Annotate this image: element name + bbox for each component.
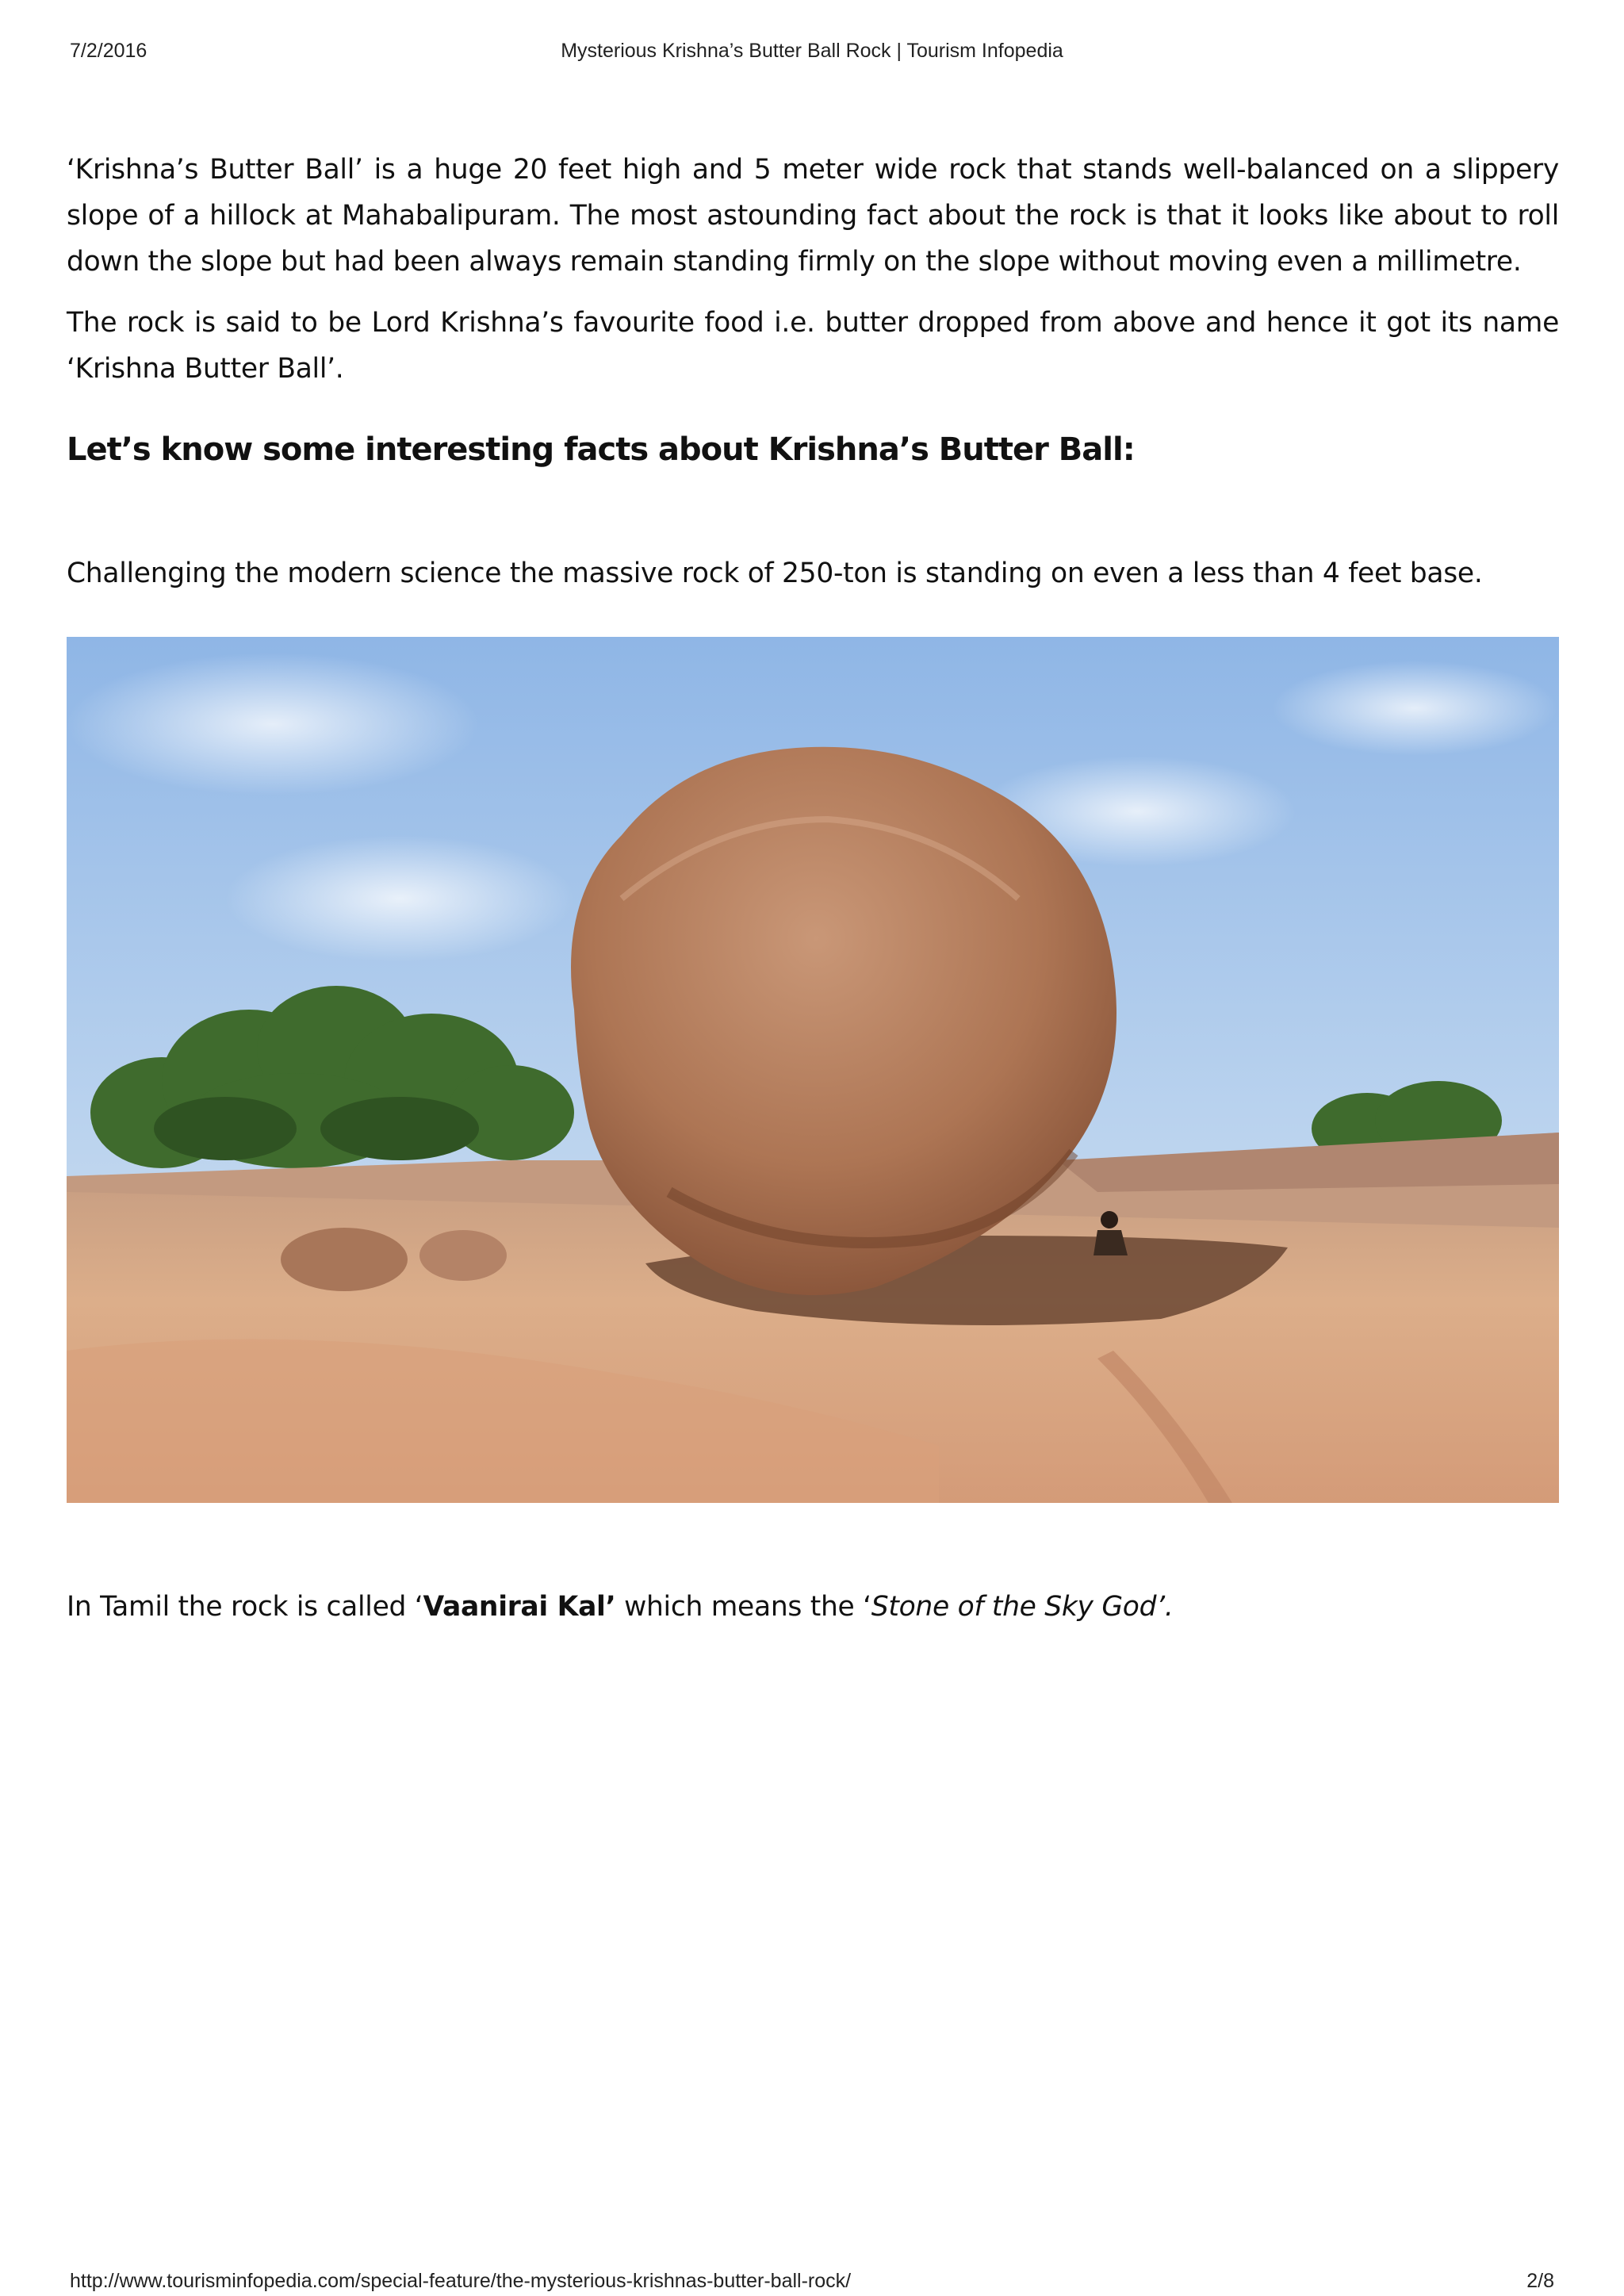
fact-weight: Challenging the modern science the massive rock of 250-ton is standing on even a less than 4 feet base.: [67, 558, 1483, 589]
paragraph-intro: ‘Krishna’s Butter Ball’ is a huge 20 feet high and 5 meter wide rock that stands well-balanced on a slippery slope of a hillock at Mahabalipuram. The most astounding fact about the rock is that it looks like about to roll down the slope but had been always remain standing firmly on the slope without moving even a millimetre.: [67, 154, 1559, 278]
paragraph-name-origin: The rock is said to be Lord Krishna’s favourite food i.e. butter dropped from above and hence it got its name ‘Krishna Butter Ball’.: [67, 307, 1559, 385]
print-page-title: Mysterious Krishna’s Butter Ball Rock | Tourism Infopedia: [561, 40, 1063, 62]
print-header: [0, 40, 1624, 71]
balanced-boulder-icon: [67, 637, 1559, 1503]
tamil-name-paragraph: [67, 1584, 1559, 1630]
tamil-meaning: Stone of the Sky God’.: [871, 1591, 1174, 1623]
tamil-middle: which means the ‘: [615, 1591, 871, 1623]
tamil-rock-name: Vaanirai Kal’: [423, 1591, 616, 1623]
print-date: 7/2/2016: [70, 40, 147, 62]
facts-heading: Let’s know some interesting facts about Krishna’s Butter Ball:: [67, 431, 1135, 468]
butter-ball-photo: [67, 637, 1559, 1503]
print-url: http://www.tourisminfopedia.com/special-feature/the-mysterious-krishnas-butter-ball-rock/: [70, 2270, 852, 2292]
article-body: [67, 147, 1559, 596]
tamil-prefix: In Tamil the rock is called ‘: [67, 1591, 423, 1623]
page-number: 2/8: [1526, 2270, 1554, 2292]
